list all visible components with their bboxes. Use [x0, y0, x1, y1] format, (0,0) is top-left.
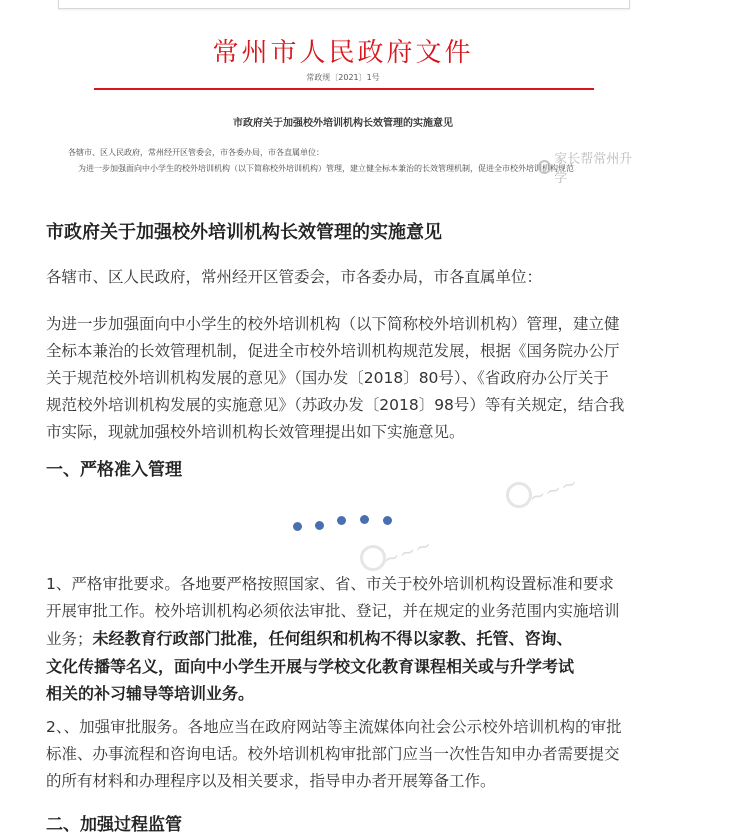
intro-line: 规范校外培训机构发展的实施意见》（苏政办发〔2018〕98号）等有关规定，结合我 [46, 396, 625, 414]
section-heading: 二、加强过程监管 [46, 815, 182, 835]
intro-line: 市实际，现就加强校外培训机构长效管理提出如下实施意见。 [46, 423, 465, 441]
loading-indicator [291, 512, 401, 534]
intro-line: 全标本兼治的长效管理机制，促进全市校外培训机构规范发展，根据《国务院办公厅 [46, 342, 620, 360]
item1-line: 1、严格审批要求。各地要严格按照国家、省、市关于校外培训机构设置标准和要求 [46, 575, 614, 593]
document-header-title: 常州市人民政府文件 [212, 38, 474, 68]
document-first-line: 为进一步加强面向中小学生的校外培训机构（以下简称校外培训机构）管理，建立健全标本兼治的长效管理机制，促进全市校外培训机构规范 [78, 164, 574, 173]
loader-dot [315, 521, 324, 530]
document-subtitle: 市政府关于加强校外培训机构长效管理的实施意见 [233, 118, 453, 129]
wechat-icon [538, 160, 551, 174]
section-heading: 一、严格准入管理 [46, 460, 182, 480]
loader-dot [337, 516, 346, 525]
watermark [538, 148, 638, 186]
item2-line: 的所有材料和办理程序以及相关要求，指导申办者开展筹备工作。 [46, 772, 496, 790]
item1-line-mixed [46, 625, 651, 653]
item1-bold-line: 相关的补习辅导等培训业务。 [46, 684, 255, 703]
intro-paragraph [46, 311, 651, 446]
item1-bold-line: 文化传播等名义，面向中小学生开展与学校文化教育课程相关或与升学考试 [46, 657, 575, 676]
watermark-decoration: ~~~ [525, 470, 581, 510]
watermark-decoration: ~~~ [379, 532, 435, 572]
document-number: 常政规〔2021〕1号 [306, 73, 380, 82]
item1-bold: 未经教育行政部门批准，任何组织和机构不得以家教、托管、咨询、 [92, 629, 573, 648]
item1-prefix: 业务； [46, 630, 93, 648]
document-scan-image [48, 0, 638, 190]
item2-line: 2、、加强审批服务。各地应当在政府网站等主流媒体向社会公示校外培训机构的审批 [46, 718, 622, 736]
document-frame [58, 0, 630, 9]
recipients-paragraph: 各辖市、区人民政府，常州经开区管委会，市各委办局，市各直属单位： [46, 268, 543, 286]
item1-line: 开展审批工作。校外培训机构必须依法审批、登记，并在规定的业务范围内实施培训 [46, 602, 620, 620]
article-title: 市政府关于加强校外培训机构长效管理的实施意见 [46, 222, 442, 243]
item1-paragraph [46, 571, 651, 707]
intro-line: 为进一步加强面向中小学生的校外培训机构（以下简称校外培训机构）管理，建立健 [46, 315, 620, 333]
loader-dot [360, 515, 369, 524]
loader-dot [383, 516, 392, 525]
document-recipients: 各辖市、区人民政府，常州经开区管委会，市各委办局，市各直属单位： [68, 148, 324, 157]
watermark-text: 家长帮常州升学 [554, 152, 633, 186]
item2-line: 标准、办事流程和咨询电话。校外培训机构审批部门应当一次性告知申办者需要提交 [46, 745, 620, 763]
loader-dot [293, 522, 302, 531]
red-divider-line [94, 88, 594, 90]
item2-paragraph [46, 714, 651, 795]
intro-line: 关于规范校外培训机构发展的意见》（国办发〔2018〕80号）、《省政府办公厅关于 [46, 369, 609, 387]
